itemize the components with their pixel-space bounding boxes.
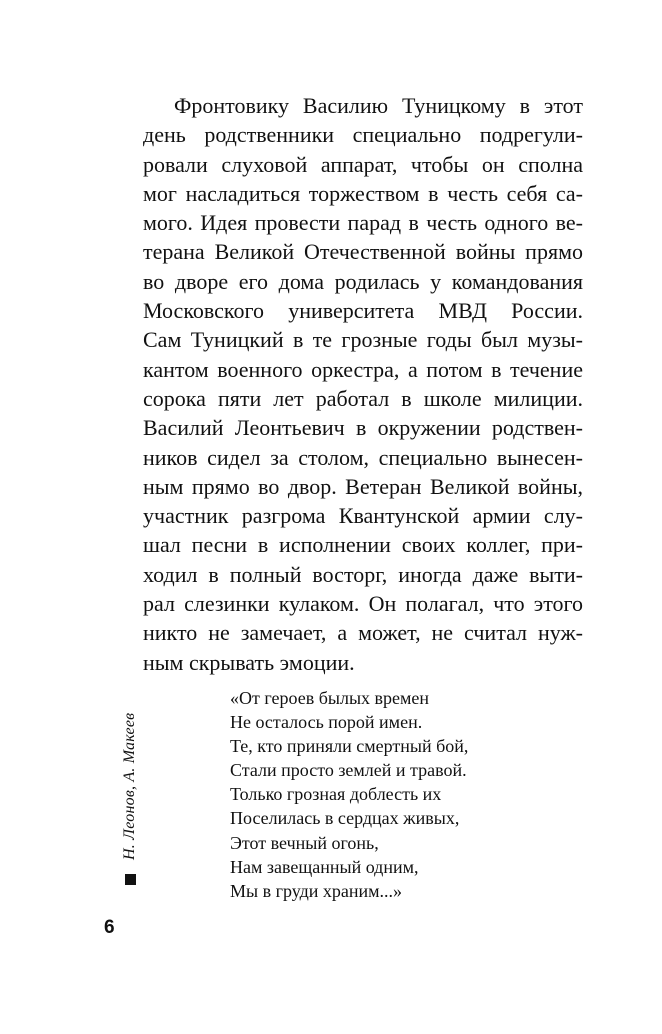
body-line: день родственники специально подрегули- (143, 122, 583, 148)
running-head (121, 713, 139, 885)
body-line: ников сидел за столом, специально вынесен- (143, 444, 583, 470)
poem-line: Этот вечный огонь, (230, 832, 379, 853)
body-line: терана Великой Отечественной войны прямо (143, 239, 583, 265)
body-line: никто не замечает, а может, не считал нуж- (143, 620, 583, 646)
poem-line: Поселилась в сердцах живых, (230, 808, 460, 829)
body-line: рал слезинки кулаком. Он полагал, что этого (143, 591, 583, 617)
body-line: участник разгрома Квантунской армии слу- (143, 503, 583, 529)
body-line: Фронтовику Василию Туницкому в этот (174, 93, 583, 118)
body-line: во дворе его дома родилась у командования (143, 268, 583, 294)
body-line: ным скрывать эмоции. (143, 649, 355, 675)
body-line: сорока пяти лет работал в школе милиции. (143, 385, 583, 411)
poem-line: Стали просто землей и травой. (230, 760, 467, 781)
body-line: мог насладиться торжеством в честь себя са- (143, 180, 583, 206)
poem-line: Те, кто приняли смертный бой, (230, 736, 469, 757)
page-number: 6 (104, 917, 115, 938)
poem-quote (230, 686, 468, 903)
body-line: кантом военного оркестра, а потом в течение (143, 356, 583, 382)
poem-line: Нам завещанный одним, (230, 856, 419, 877)
body-line: Василий Леонтьевич в окружении родствен- (143, 415, 583, 441)
body-line: Сам Туницкий в те грозные годы был музы- (143, 327, 583, 353)
body-line: Московского университета МВД России. (143, 298, 583, 324)
body-line: ровали слуховой аппарат, чтобы он сполна (143, 151, 583, 177)
poem-line: Мы в груди храним...» (230, 880, 403, 901)
poem-line: Только грозная доблесть их (230, 784, 442, 805)
body-line: мого. Идея провести парад в честь одного ве- (143, 210, 583, 236)
running-head-authors: Н. Леонов, А. Макеев (121, 712, 138, 860)
body-line: шал песни в исполнении своих коллег, при- (143, 532, 583, 558)
body-text (143, 91, 583, 677)
body-line: ходил в полный восторг, иногда даже выти- (143, 561, 583, 587)
body-line: ным прямо во двор. Ветеран Великой войны, (143, 473, 583, 499)
poem-line: «От героев былых времен (230, 688, 430, 708)
poem-line: Не осталось порой имен. (230, 712, 423, 733)
square-marker-icon (125, 874, 136, 885)
